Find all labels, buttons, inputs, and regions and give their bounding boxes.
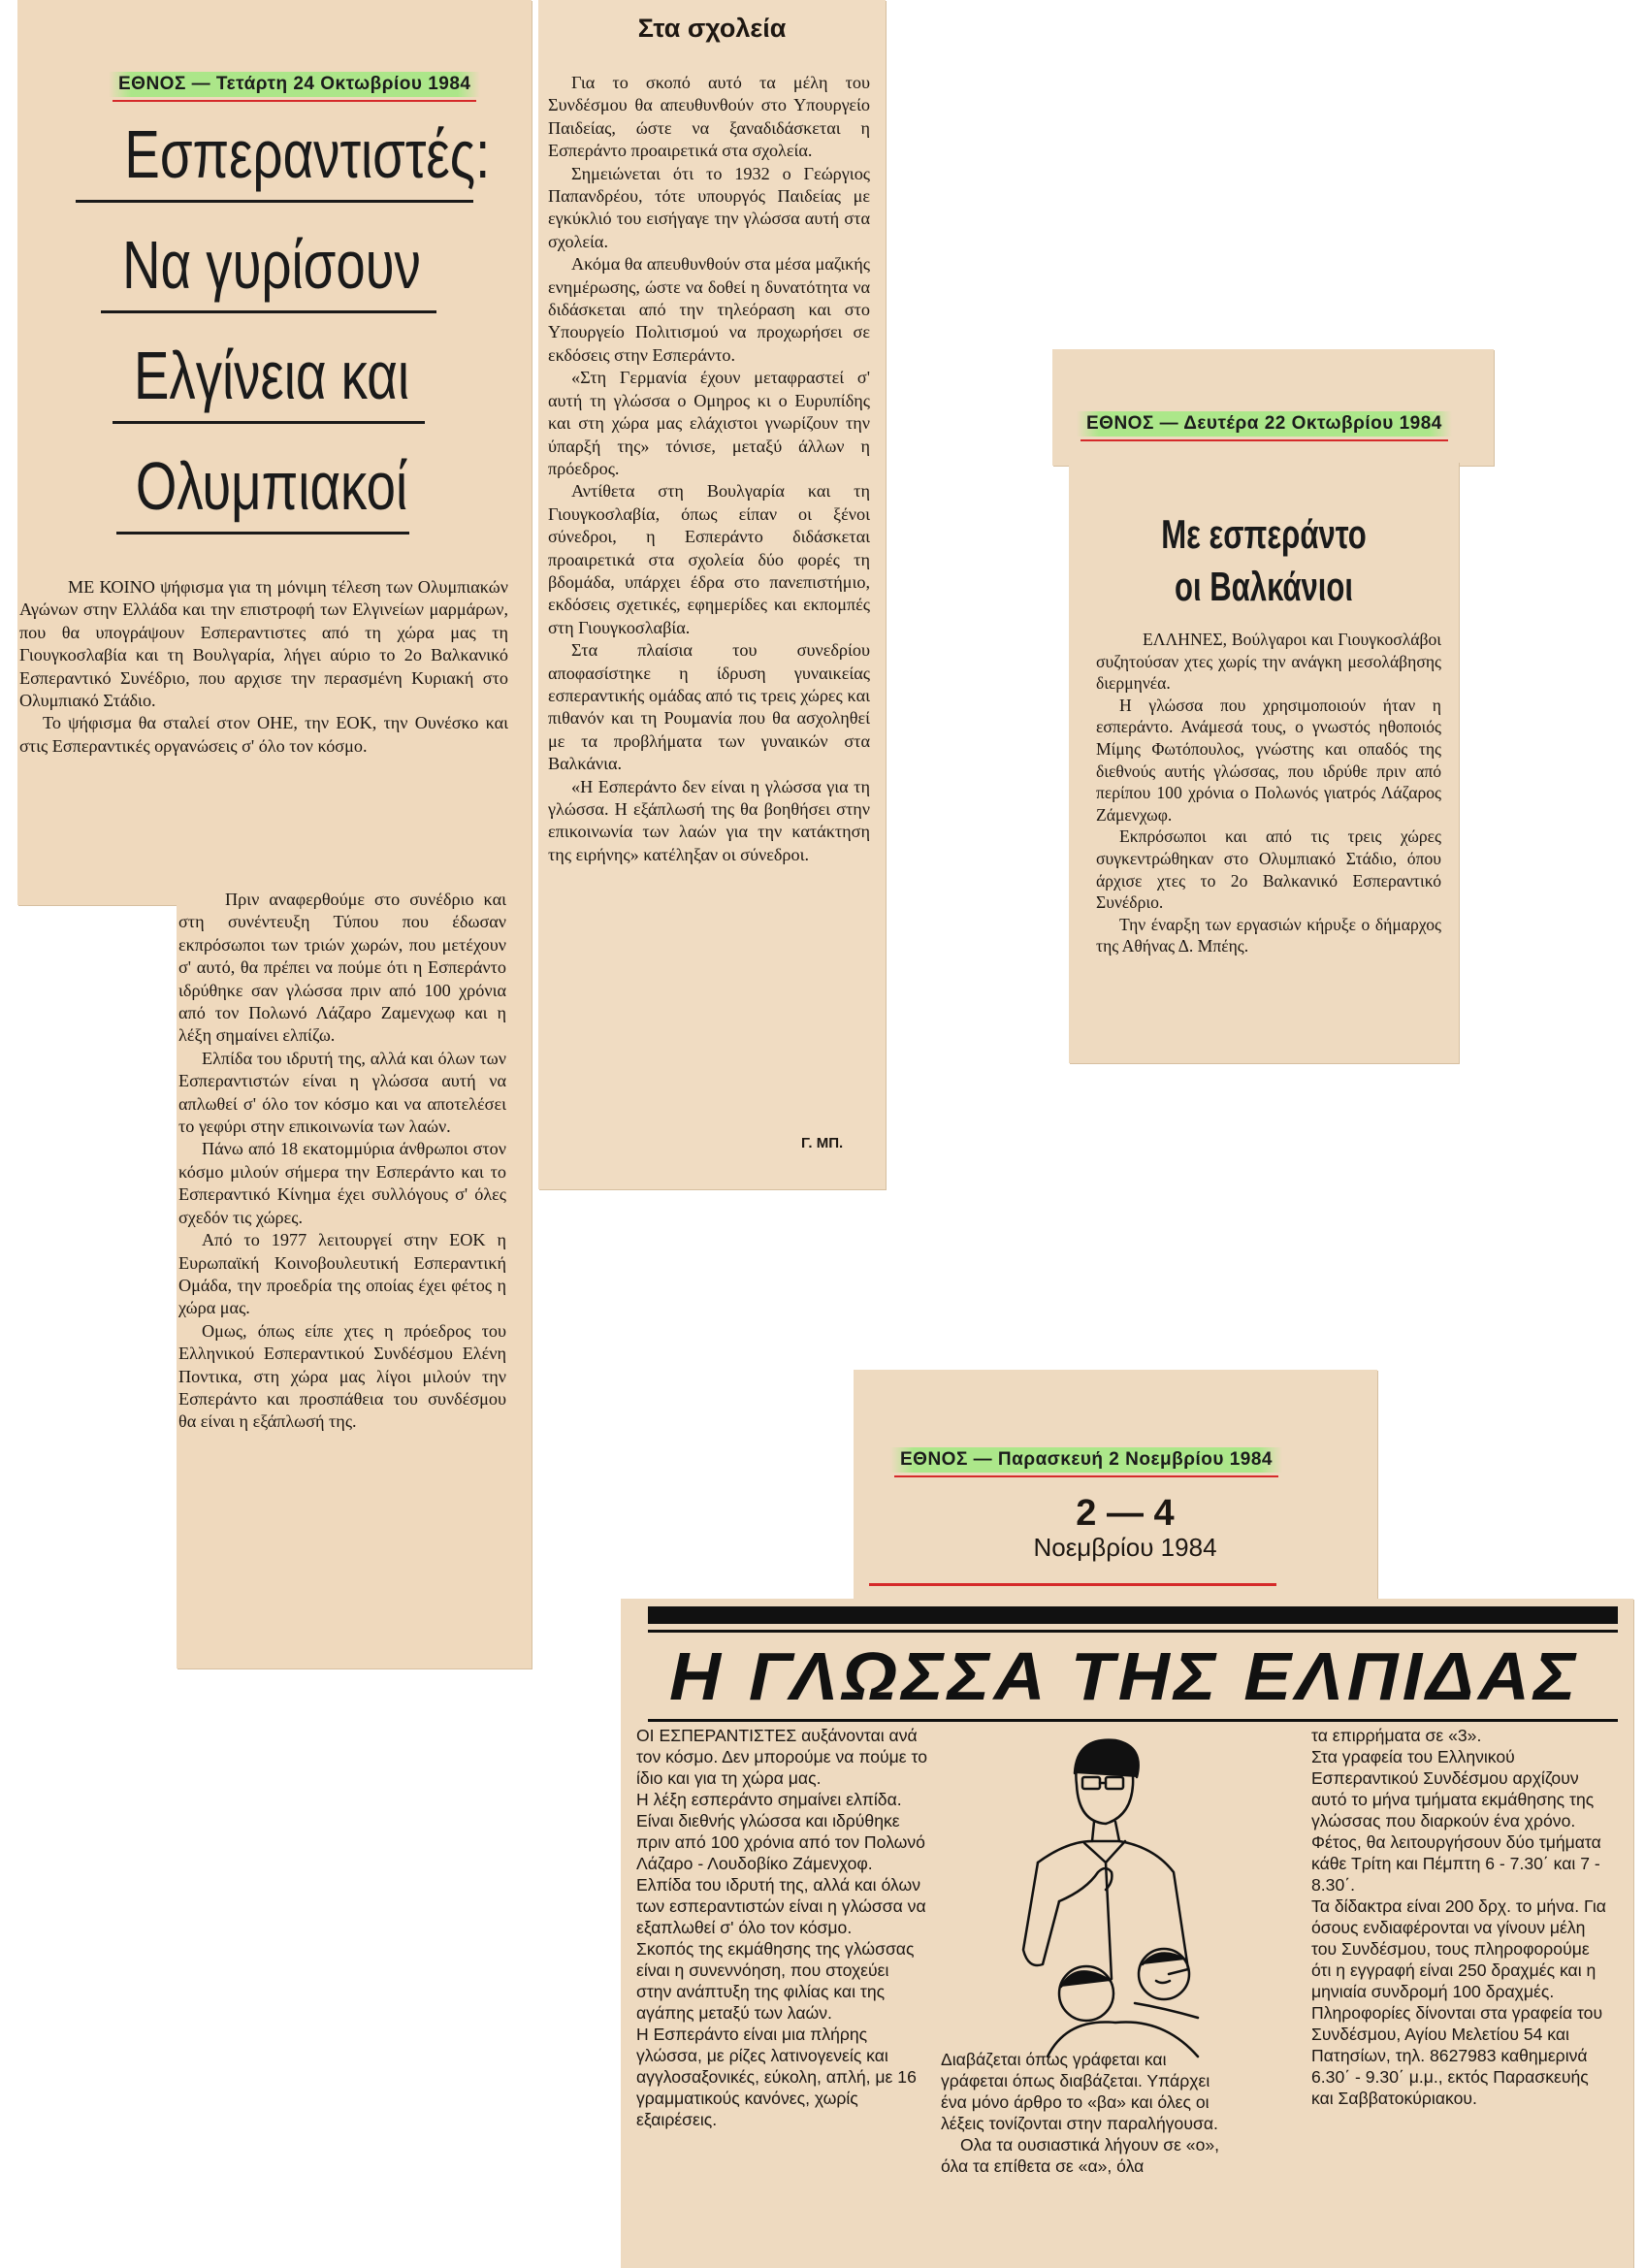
language-col3-paragraph-2: Στα γραφεία του Ελληνικού Εσπεραντικού Συνδέσμου αρχίζουν αυτό το μήνα τμήματα εκμάθησης της γλώσσας που διαρκούν ένα χρόνο.	[1311, 1747, 1595, 1831]
dateline-22-october: ΕΘΝΟΣ — Δευτέρα 22 Οκτωβρίου 1984	[1077, 411, 1452, 437]
language-col-2	[941, 2049, 1232, 2177]
event-date-range: 2 — 4	[1076, 1493, 1175, 1534]
language-col2-paragraph-1: Διαβάζεται όπως γράφεται και γράφεται όπως διαβάζεται. Υπάρχει ένα μόνο άρθρο το «βα» και όλες οι λέξεις τονίζονται στην παραλήγουσα.	[941, 2050, 1218, 2133]
headline-line-4: Ολυμπιακοί	[135, 448, 408, 524]
schools-paragraph-1: Για το σκοπό αυτό τα μέλη του Συνδέσμου θα απευθυνθούν στο Υπουργείο Παιδείας, ώστε να ξαναδιδάσκεται η Εσπεράντο προαιρετικά στα σχολεία.	[548, 73, 870, 161]
dateline-24-october: ΕΘΝΟΣ — Τετάρτη 24 Οκτωβρίου 1984	[109, 72, 480, 97]
balkans-headline	[1069, 511, 1459, 609]
headline-rule-2	[101, 310, 436, 313]
column-paragraph-3: Πάνω από 18 εκατομμύρια άνθρωποι στον κόσμο μιλούν σήμερα την Εσπεράντο και το Εσπεραντικό Κίνημα έχει συλλόγους σ' όλες σχεδόν τις χώρες.	[178, 1139, 506, 1227]
schools-paragraph-6: Στα πλαίσια του συνεδρίου αποφασίστηκε η ίδρυση γυναικείας εσπεραντικής ομάδας από τις τρεις χώρες και πιθανόν και τη Ρουμανία που θα ασχοληθεί με τα προβλήματα των γυναικών στα Βαλκάνια.	[548, 640, 870, 774]
column-paragraph-1: Πριν αναφερθούμε στο συνέδριο και στη συνέντευξη Τύπου που έδωσαν εκπρόσωποι των τριών χωρών, που μετέχουν σ' αυτό, θα πρέπει να πούμε ότι η Εσπεράντο ιδρύθηκε σαν γλώσσα πριν από 100 χρόνια από τον Πολωνό Λάζαρο Ζαμενχωφ και η λέξη σημαίνει ελπίζω.	[178, 890, 506, 1046]
man-with-children-illustration	[970, 1727, 1261, 2086]
schools-title: Στα σχολεία	[637, 14, 787, 43]
column-paragraph-5: Ομως, όπως είπε χτες η πρόεδρος του Ελληνικού Εσπεραντικού Συνδέσμου Ελένη Ποντικα, στη χώρα μας λίγοι μιλούν την Εσπεράντο και προσπάθεια του συνδέσμου θα είναι η εξάπλωσή της.	[178, 1320, 506, 1432]
headline-rule-3	[113, 421, 425, 424]
dateline-2-november: ΕΘΝΟΣ — Παρασκευή 2 Νοεμβρίου 1984	[890, 1447, 1282, 1473]
event-date-underline	[869, 1583, 1276, 1586]
schools-paragraph-4: «Στη Γερμανία έχουν μεταφραστεί σ' αυτή τη γλώσσα ο Ομηρος κι ο Ευρυπίδης και στη χώρα μας ελάχιστοι γνωρίζουν την ύπαρξή της» τόνισε, μεταξύ άλλων η πρόεδρος.	[548, 368, 870, 478]
event-date-month: Νοεμβρίου 1984	[1033, 1533, 1217, 1562]
headline-esperantists	[78, 116, 504, 192]
column-paragraph-4: Από το 1977 λειτουργεί στην ΕΟΚ η Ευρωπαϊκή Κοινοβουλευτική Εσπεραντική Ομάδα, την προεδρία της οποίας έχει φέτος η χώρα μας.	[178, 1230, 506, 1318]
headline-rule-1	[76, 200, 473, 203]
headline-line-2-wrap	[78, 227, 466, 303]
language-col3-paragraph-4: Τα δίδακτρα είναι 200 δρχ. το μήνα. Για όσους ενδιαφέρονται να γίνουν μέλη του Συνδέσμου, τους πληροφορούμε ότι η εγγραφή είναι 250 δραχμές και η μηνιαία συνδρομή 100 δραχμές.	[1311, 1896, 1606, 2001]
balkans-body	[1096, 629, 1441, 957]
event-dates	[999, 1494, 1251, 1562]
schools-paragraph-7: «Η Εσπεράντο δεν είναι η γλώσσα για τη γλώσσα. Η εξάπλωσή της θα βοηθήσει στην επικοινωνία των λαών για την κατάκτηση της ειρήνης» κατέληξαν οι σύνεδροι.	[548, 776, 870, 864]
headline-line-1: Εσπεραντιστές:	[124, 116, 491, 192]
headline-line-4-wrap	[78, 448, 466, 524]
olympics-lead	[19, 576, 508, 758]
schools-signature: Γ. ΜΠ.	[801, 1135, 844, 1151]
lead-paragraph-1: ΜΕ ΚΟΙΝΟ ψήφισμα για τη μόνιμη τέλεση των Ολυμπιακών Αγώνων στην Ελλάδα και την επιστροφή των Ελγινείων μαρμάρων, που θα υπογράψουν Εσπεραντιστες από τη χώρα μας τη Γιουγκοσλαβία και τη Βουλγαρία, λήγει αύριο το 2ο Βαλκανικό Εσπεραντικό Συνέδριο, που αρχισε την περασμένη Κυριακή στο Ολυμπιακό Στάδιο.	[19, 577, 508, 711]
balkans-headline-line-1: Με εσπεράντο	[1161, 511, 1367, 557]
clipping-balkans-header	[1052, 349, 1494, 466]
balkans-paragraph-4: Την έναρξη των εργασιών κήρυξε ο δήμαρχος της Αθήνας Δ. Μπέης.	[1096, 914, 1441, 956]
language-col1-paragraph-4: Σκοπός της εκμάθησης της γλώσσας είναι η συνεννόηση, που στοχεύει στην ανάπτυξη της φιλίας και της αγάπης μεταξύ των λαών.	[636, 1939, 915, 2023]
schools-paragraph-3: Ακόμα θα απευθυνθούν στα μέσα μαζικής ενημέρωσης, ώστε να δοθεί η δυνατότητα να διδάσκεται από την τηλεόραση και στο Υπουργείο Πολιτισμού να προχωρήσει σε εκδόσεις στην Εσπεράντο.	[548, 254, 870, 365]
language-col3-paragraph-1: τα επιρρήματα σε «3».	[1311, 1726, 1482, 1745]
schools-paragraph-2: Σημειώνεται ότι το 1932 ο Γεώργιος Παπανδρέου, τότε υπουργός Παιδείας με εγκύκλιό του εισήγαγε την γλώσσα αυτή στα σχολεία.	[548, 163, 870, 251]
clipping-language-header	[854, 1370, 1377, 1603]
schools-paragraph-5: Αντίθετα στη Βουλγαρία και τη Γιουγκοσλαβία, όπως είπαν οι ξένοι σύνεδροι, η Εσπεράντο διδάσκεται προαιρετικά στα σχολεία δύο φορές τη βδομάδα, υπάρχει έδρα στο πανεπιστήμιο, εκδόσεις σχετικές, εφημερίδες και εκπομπές στη Γιουγκοσλαβία.	[548, 481, 870, 637]
balkans-paragraph-1: ΕΛΛΗΝΕΣ, Βούλγαροι και Γιουγκοσλάβοι συζητούσαν χτες χωρίς την ανάγκη μεσολάβησης διερμηνέα.	[1096, 630, 1441, 694]
language-col1-paragraph-3: Ελπίδα του ιδρυτή της, αλλά και όλων των εσπεραντιστών είναι η γλώσσα να εξαπλωθεί σ' όλο τον κόσμο.	[636, 1875, 926, 1937]
language-col3-paragraph-5: Πληροφορίες δίνονται στα γραφεία του Συνδέσμου, Αγίου Μελετίου 54 και Πατησίων, τηλ. 8627983 καθημερινά 6.30΄ - 9.30΄ μ.μ., εκτός Παρασκευής και Σαββατοκύριακου.	[1311, 2003, 1603, 2108]
language-col1-paragraph-5: Η Εσπεράντο είναι μια πλήρης γλώσσα, με ρίζες λατινογενείς και αγγλοσαξονικές, εύκολη, απλή, με 16 γραμματικούς κανόνες, χωρίς εξαιρέσεις.	[636, 2025, 917, 2129]
headline-rule-4	[116, 532, 409, 535]
balkans-headline-line-2: οι Βαλκάνιοι	[1174, 564, 1354, 609]
language-of-hope-title: Η ΓΛΩΣΣΑ ΤΗΣ ΕΛΠΙΔΑΣ	[669, 1638, 1580, 1714]
schools-body	[548, 72, 870, 866]
language-col3-paragraph-3: Φέτος, θα λειτουργήσουν δύο τμήματα κάθε Τρίτη και Πέμπτη 6 - 7.30΄ και 7 - 8.30΄.	[1311, 1832, 1601, 1895]
language-col1-paragraph-2: Η λέξη εσπεράντο σημαίνει ελπίδα. Είναι διεθνής γλώσσα και ιδρύθηκε πριν από 100 χρόνια από τον Πολωνό Λάζαρο - Λουδοβίκο Ζάμενχοφ.	[636, 1790, 925, 1873]
column-paragraph-2: Ελπίδα του ιδρυτή της, αλλά και όλων των Εσπεραντιστών είναι η γλώσσα αυτή να απλωθεί σ' όλο τον κόσμο και να αποτελέσει το γεφύρι στην επικοινωνία των λαών.	[178, 1048, 506, 1137]
headline-line-2: Να γυρίσουν	[122, 227, 421, 303]
olympics-column	[178, 889, 506, 1434]
language-col2-paragraph-2: Ολα τα ουσιαστικά λήγουν σε «ο», όλα τα επίθετα σε «α», όλα	[941, 2135, 1220, 2176]
balkans-paragraph-3: Εκπρόσωποι και από τις τρεις χώρες συγκεντρώθηκαν στο Ολυμπιακό Στάδιο, όπου άρχισε χτες το 2ο Βαλκανικό Εσπεραντικό Συνέδριο.	[1096, 826, 1441, 913]
language-col-3	[1311, 1725, 1612, 2109]
headline-line-3: Ελγίνεια και	[134, 338, 409, 413]
title-rule-top-thin	[648, 1630, 1618, 1633]
title-rule-bottom	[648, 1719, 1618, 1722]
balkans-paragraph-2: Η γλώσσα που χρησιμοποιούν ήταν η εσπεράντο. Ανάμεσά τους, ο γνωστός ηθοποιός Μίμης Φωτόπουλος, γνώστης και οπαδός της διεθνούς αυτής γλώσσας, που ιδρύθε πριν από περίπου 100 χρόνια ο Πολωνός γιατρός Λάζαρος Ζάμενχωφ.	[1096, 695, 1441, 825]
language-col-1	[636, 1725, 927, 2130]
language-col1-paragraph-1: ΟΙ ΕΣΠΕΡΑΝΤΙΣΤΕΣ αυξάνονται ανά τον κόσμο. Δεν μπορούμε να πούμε το ίδιο και για τη χώρα μας.	[636, 1726, 928, 1788]
lead-paragraph-2: Το ψήφισμα θα σταλεί στον ΟΗΕ, την ΕΟΚ, την Ουνέσκο και στις Εσπεραντικές οργανώσεις σ' όλο τον κόσμο.	[19, 713, 508, 756]
headline-line-3-wrap	[78, 338, 466, 413]
title-rule-top	[648, 1606, 1618, 1624]
